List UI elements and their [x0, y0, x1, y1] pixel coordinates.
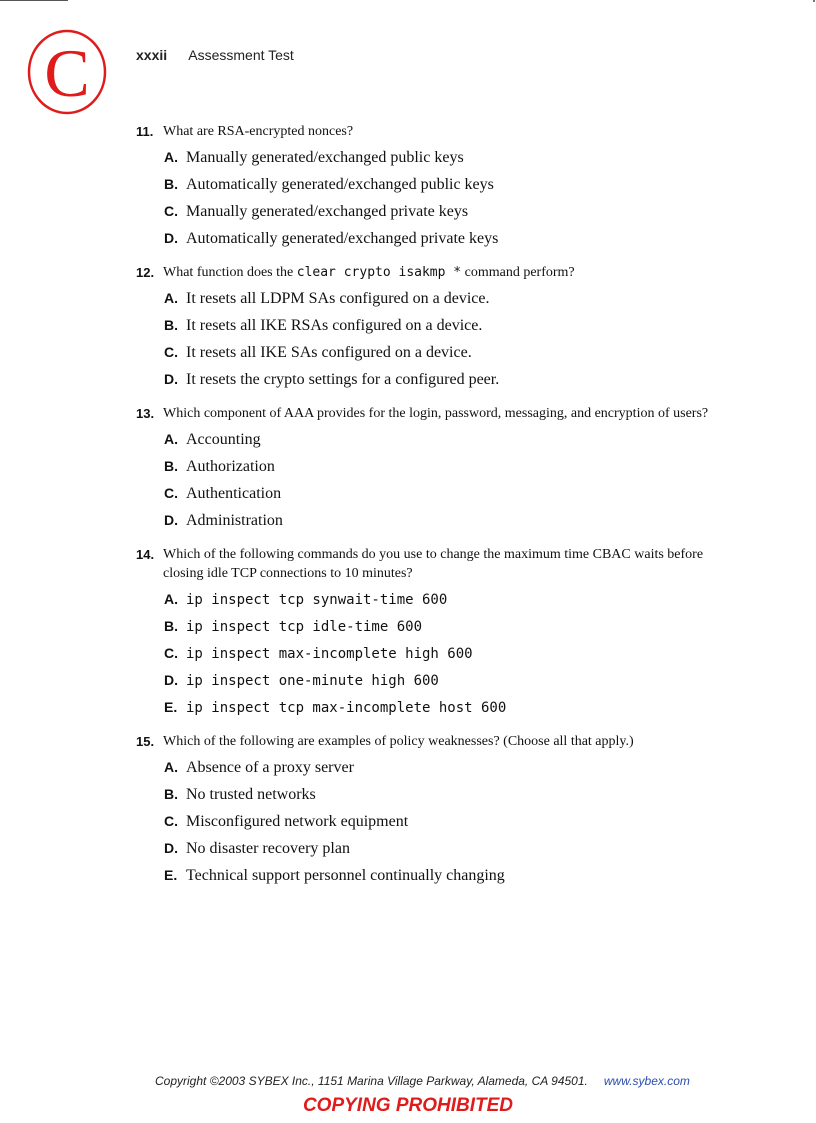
question-text: Which of the following commands do you use to change the maximum time CBAC waits before closing idle TCP connections to 10 minutes? [163, 547, 704, 581]
question-stem [136, 259, 736, 282]
question-code: clear crypto isakmp * [296, 265, 462, 280]
answer-text: ip inspect tcp max-incomplete host 600 [186, 700, 507, 716]
question-stem [136, 728, 736, 751]
answer-letter: C. [164, 645, 178, 661]
answer-text: Technical support personnel continually changing [186, 867, 505, 884]
answer-option [136, 781, 736, 808]
answer-letter: D. [164, 840, 178, 856]
question-15 [136, 728, 736, 889]
copyright-text: Copyright ©2003 SYBEX Inc., 1151 Marina Village Parkway, Alameda, CA 94501. [155, 1074, 588, 1088]
question-number: 11. [136, 124, 154, 139]
answer-letter: A. [164, 591, 178, 607]
answer-letter: D. [164, 230, 178, 246]
running-head [136, 47, 294, 63]
answer-option [136, 754, 736, 781]
answer-letter: C. [164, 485, 178, 501]
answer-letter: B. [164, 176, 178, 192]
answer-text: Manually generated/exchanged private keys [186, 203, 469, 220]
question-text-end: command perform? [464, 265, 575, 280]
answer-letter: B. [164, 618, 178, 634]
logo-letter: C [44, 35, 90, 111]
answer-option [136, 480, 736, 507]
answer-letter: C. [164, 344, 178, 360]
answer-option [136, 339, 736, 366]
footer [155, 1074, 690, 1088]
answer-text: Automatically generated/exchanged private keys [186, 230, 499, 247]
answer-option [136, 426, 736, 453]
question-number: 15. [136, 734, 155, 749]
answer-option [136, 613, 736, 640]
answer-text: Administration [186, 512, 283, 529]
answer-text: Automatically generated/exchanged public keys [186, 176, 494, 193]
answer-text: Accounting [186, 431, 261, 448]
answer-text: It resets all IKE SAs configured on a device. [186, 344, 472, 361]
answer-text: It resets all LDPM SAs configured on a device. [186, 290, 490, 307]
answer-option [136, 667, 736, 694]
question-text: Which component of AAA provides for the login, password, messaging, and encryption of users? [163, 406, 709, 421]
publisher-link[interactable]: www.sybex.com [603, 1074, 690, 1088]
answer-text: No trusted networks [186, 786, 316, 803]
answer-letter: C. [164, 203, 178, 219]
answer-text: It resets all IKE RSAs configured on a device. [186, 317, 483, 334]
question-13 [136, 400, 736, 534]
answer-letter: E. [164, 867, 178, 883]
answer-option [136, 366, 736, 393]
answer-letter: A. [164, 290, 178, 306]
question-text: What are RSA-encrypted nonces? [163, 124, 354, 139]
answer-letter: D. [164, 371, 178, 387]
answer-letter: B. [164, 458, 178, 474]
copyright-logo-icon [25, 27, 109, 117]
answer-text: Authentication [186, 485, 282, 502]
answer-option [136, 862, 736, 889]
answer-text: It resets the crypto settings for a configured peer. [186, 371, 500, 388]
answer-text: Manually generated/exchanged public keys [186, 149, 464, 166]
answer-option [136, 808, 736, 835]
answer-option [136, 453, 736, 480]
question-number: 12. [136, 265, 155, 280]
answer-option [136, 835, 736, 862]
answer-letter: C. [164, 813, 178, 829]
question-stem [136, 541, 736, 583]
answer-option [136, 144, 736, 171]
answer-letter: E. [164, 699, 178, 715]
answer-text: Misconfigured network equipment [186, 813, 409, 830]
question-number: 13. [136, 406, 155, 421]
answer-letter: A. [164, 431, 178, 447]
corner-rule [0, 0, 68, 1]
answer-option [136, 312, 736, 339]
question-14 [136, 541, 736, 721]
question-number: 14. [136, 547, 155, 562]
answer-text: ip inspect tcp idle-time 600 [186, 619, 423, 635]
answer-letter: B. [164, 786, 178, 802]
question-stem [136, 118, 736, 141]
answer-letter: D. [164, 512, 178, 528]
question-text: What function does the [163, 265, 294, 280]
answer-text: ip inspect one-minute high 600 [186, 673, 439, 689]
question-stem [136, 400, 736, 423]
answer-option [136, 198, 736, 225]
answer-text: Authorization [186, 458, 275, 475]
answer-option [136, 694, 736, 721]
answer-text: No disaster recovery plan [186, 840, 350, 857]
question-text: Which of the following are examples of policy weaknesses? (Choose all that apply.) [163, 734, 634, 749]
question-11 [136, 118, 736, 252]
answer-option [136, 285, 736, 312]
answer-text: Absence of a proxy server [186, 759, 354, 776]
answer-letter: A. [164, 149, 178, 165]
copying-prohibited-notice: COPYING PROHIBITED [302, 1095, 514, 1116]
question-12 [136, 259, 736, 393]
page-number: xxxii [136, 47, 168, 63]
answer-option [136, 171, 736, 198]
answer-option [136, 586, 736, 613]
answer-text: ip inspect max-incomplete high 600 [186, 646, 473, 662]
answer-letter: A. [164, 759, 178, 775]
answer-text: ip inspect tcp synwait-time 600 [186, 592, 448, 608]
answer-option [136, 507, 736, 534]
corner-mark [813, 0, 815, 2]
page-title: Assessment Test [188, 47, 294, 63]
answer-option [136, 225, 736, 252]
answer-letter: B. [164, 317, 178, 333]
answer-option [136, 640, 736, 667]
answer-letter: D. [164, 672, 178, 688]
question-list [136, 118, 736, 896]
